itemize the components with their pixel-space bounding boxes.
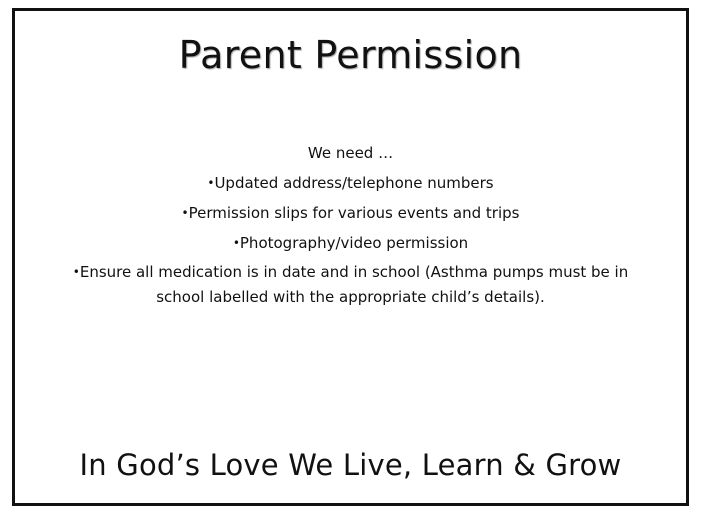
bullet-text: Updated address/telephone numbers xyxy=(214,174,494,192)
content-body xyxy=(55,138,646,310)
bullet-text: Photography/video permission xyxy=(239,234,469,252)
bullet-item-photography xyxy=(55,228,646,258)
bullet-item-permission-slips xyxy=(55,198,646,228)
slide-title: Parent Permission xyxy=(178,33,523,77)
bullet-marker: • xyxy=(207,176,215,190)
bullet-marker: • xyxy=(232,236,240,250)
slide-frame xyxy=(12,8,689,506)
bullet-text: Ensure all medication is in date and in school (Asthma pumps must be in school labelled with the appropriate child’s details). xyxy=(79,263,629,306)
bullet-text: Permission slips for various events and trips xyxy=(188,204,520,222)
school-motto: In God’s Love We Live, Learn & Grow xyxy=(79,448,622,482)
bullet-item-address xyxy=(55,168,646,198)
bullet-item-medication xyxy=(55,260,646,310)
bullet-marker: • xyxy=(72,265,80,279)
bullet-marker: • xyxy=(181,206,189,220)
intro-text: We need … xyxy=(307,144,394,162)
